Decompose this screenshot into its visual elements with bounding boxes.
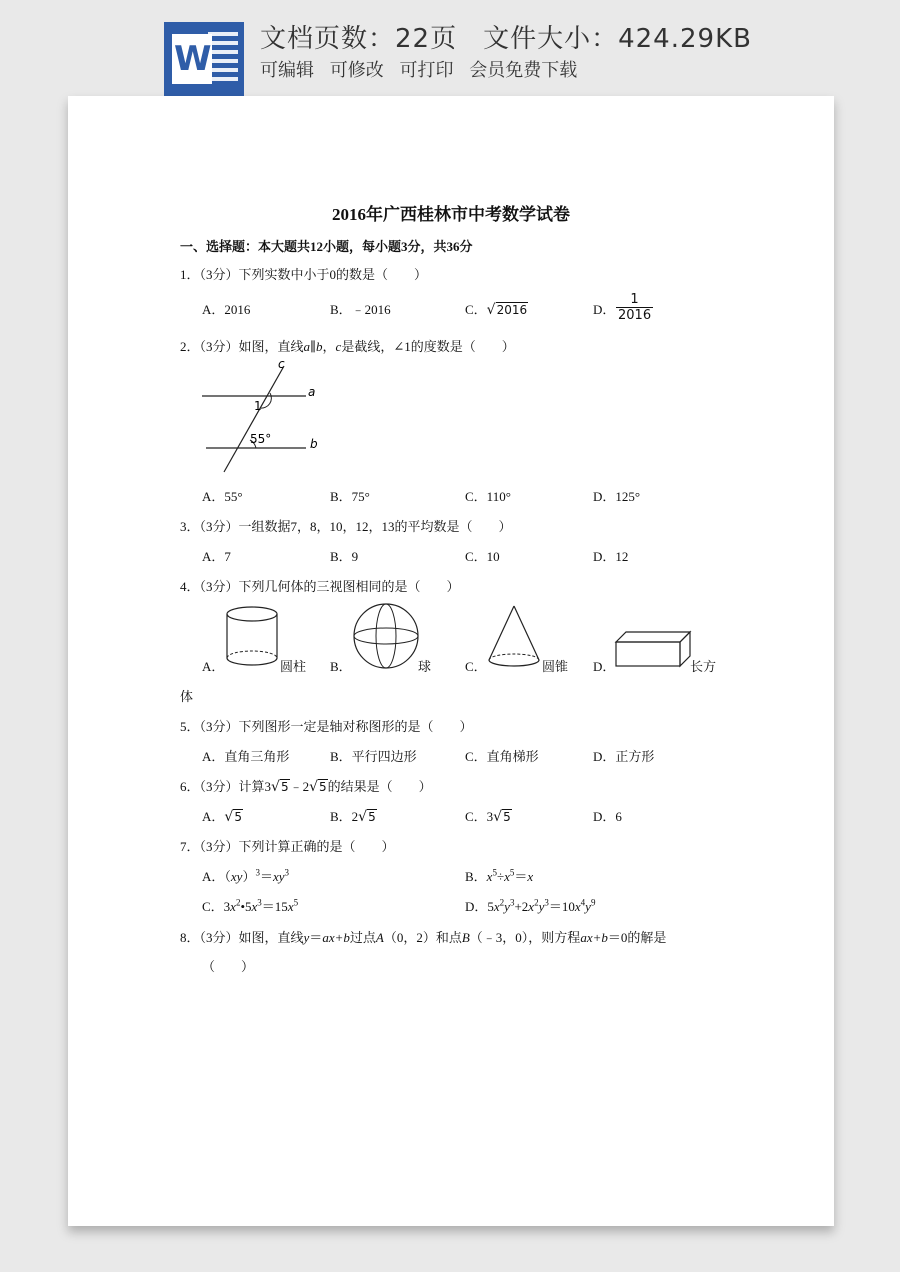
question-5-option-a: A．直角三角形 bbox=[202, 749, 290, 764]
word-document-icon bbox=[164, 22, 244, 96]
figure-label-55: 55° bbox=[250, 432, 272, 446]
cylinder-figure bbox=[224, 604, 284, 670]
question-5-option-b: B．平行四边形 bbox=[330, 749, 417, 764]
section-heading: 一、选择题：本大题共12小题，每小题3分，共36分 bbox=[180, 239, 473, 254]
figure-label-a: a bbox=[308, 385, 316, 399]
question-4-option-d-name-wrap: 体 bbox=[180, 689, 194, 704]
question-5-option-d: D．正方形 bbox=[593, 749, 655, 764]
question-6-stem: 6．（3分）计算3√5﹣2√5的结果是（ ） bbox=[180, 779, 432, 795]
question-2-option-a: A．55° bbox=[202, 489, 243, 504]
sqrt-expression: √2016 bbox=[486, 302, 528, 318]
question-7-option-b: B．$x^5\div x^5=x$ bbox=[465, 867, 534, 884]
download-banner bbox=[0, 0, 900, 100]
question-1-stem: 1．（3分）下列实数中小于0的数是（ ） bbox=[180, 267, 428, 282]
question-4-option-d: D． bbox=[593, 659, 616, 674]
file-size: 文件大小：424.29KB bbox=[483, 24, 752, 54]
question-4-option-c: C． bbox=[465, 659, 487, 674]
sqrt-symbol-icon: √ bbox=[309, 779, 319, 795]
question-4-option-a-name: 圆柱 bbox=[280, 659, 307, 674]
question-4-option-b: B． bbox=[330, 659, 352, 674]
question-3-option-b: B．9 bbox=[330, 549, 359, 564]
feature-free-download: 会员免费下载 bbox=[469, 60, 578, 81]
question-5-stem: 5．（3分）下列图形一定是轴对称图形的是（ ） bbox=[180, 719, 473, 734]
question-2-option-c: C．110° bbox=[465, 489, 511, 504]
sqrt-symbol-icon: √ bbox=[224, 809, 234, 825]
question-3-option-c: C．10 bbox=[465, 549, 500, 564]
question-3-stem: 3．（3分）一组数据7，8，10，12，13的平均数是（ ） bbox=[180, 519, 512, 534]
question-6-option-d: D．6 bbox=[593, 809, 622, 824]
feature-printable: 可打印 bbox=[399, 60, 454, 81]
question-4-option-d-name: 长方 bbox=[690, 659, 717, 674]
question-7-option-a: A．$(xy)^3=xy^3$ bbox=[202, 867, 290, 884]
question-1-option-a: A．2016 bbox=[202, 302, 251, 317]
question-2-option-b: B．75° bbox=[330, 489, 370, 504]
question-1-option-d-fraction: $\frac{1}{2016}$ bbox=[618, 292, 652, 323]
question-3-option-a: A．7 bbox=[202, 549, 231, 564]
feature-modifiable: 可修改 bbox=[329, 60, 384, 81]
cone-figure bbox=[486, 604, 546, 670]
cuboid-figure bbox=[614, 630, 692, 670]
question-7-option-c: C．$3x^2•5x^3=15x^5$ bbox=[202, 897, 299, 914]
sqrt-symbol-icon: √ bbox=[358, 809, 368, 825]
question-4-option-b-name: 球 bbox=[418, 659, 432, 674]
feature-list bbox=[260, 56, 587, 82]
figure-label-angle-1: 1 bbox=[254, 399, 262, 413]
question-7-option-d: D．$5x^2y^3+2x^2y^3=10x^4y^9$ bbox=[465, 897, 596, 914]
parallel-lines-figure bbox=[198, 360, 328, 476]
exam-title: 2016年广西桂林市中考数学试卷 bbox=[332, 205, 570, 224]
sqrt-symbol-icon: √ bbox=[493, 809, 503, 825]
banner-title bbox=[260, 18, 752, 55]
question-2-option-d: D．125° bbox=[593, 489, 641, 504]
question-1-option-b: B．﹣2016 bbox=[330, 302, 391, 317]
question-4-option-a: A． bbox=[202, 659, 225, 674]
question-1-option-c: C．√2016 bbox=[465, 302, 528, 318]
exam-paper-page bbox=[68, 96, 834, 1226]
question-6-option-c: C．3√5 bbox=[465, 809, 511, 825]
word-icon-letter: W bbox=[174, 39, 212, 79]
figure-label-b: b bbox=[310, 437, 318, 451]
question-1-option-d-label: D． bbox=[593, 302, 616, 317]
question-8-answer-paren: （ ） bbox=[202, 959, 255, 974]
sqrt-symbol-icon: √ bbox=[486, 302, 496, 318]
page-count: 文档页数：22页 bbox=[260, 24, 458, 54]
question-7-stem: 7．（3分）下列计算正确的是（ ） bbox=[180, 839, 395, 854]
question-8-stem: 8．（3分）如图，直线y＝ax+b过点A（0，2）和点B（﹣3，0），则方程ax+b＝0的解是 bbox=[180, 930, 667, 945]
feature-editable: 可编辑 bbox=[260, 60, 314, 81]
document-lines-icon bbox=[208, 32, 238, 86]
sqrt-symbol-icon: √ bbox=[271, 779, 280, 795]
question-5-option-c: C．直角梯形 bbox=[465, 749, 539, 764]
question-3-option-d: D．12 bbox=[593, 549, 629, 564]
sphere-figure bbox=[352, 602, 422, 674]
question-6-option-b: B．2√5 bbox=[330, 809, 376, 825]
figure-label-c: c bbox=[278, 360, 285, 371]
question-2-stem: 2．（3分）如图，直线a∥b，c是截线，∠1的度数是（ ） bbox=[180, 339, 515, 354]
question-4-option-c-name: 圆锥 bbox=[542, 659, 569, 674]
question-4-stem: 4．（3分）下列几何体的三视图相同的是（ ） bbox=[180, 579, 460, 594]
question-6-option-a: A．√5 bbox=[202, 809, 242, 825]
